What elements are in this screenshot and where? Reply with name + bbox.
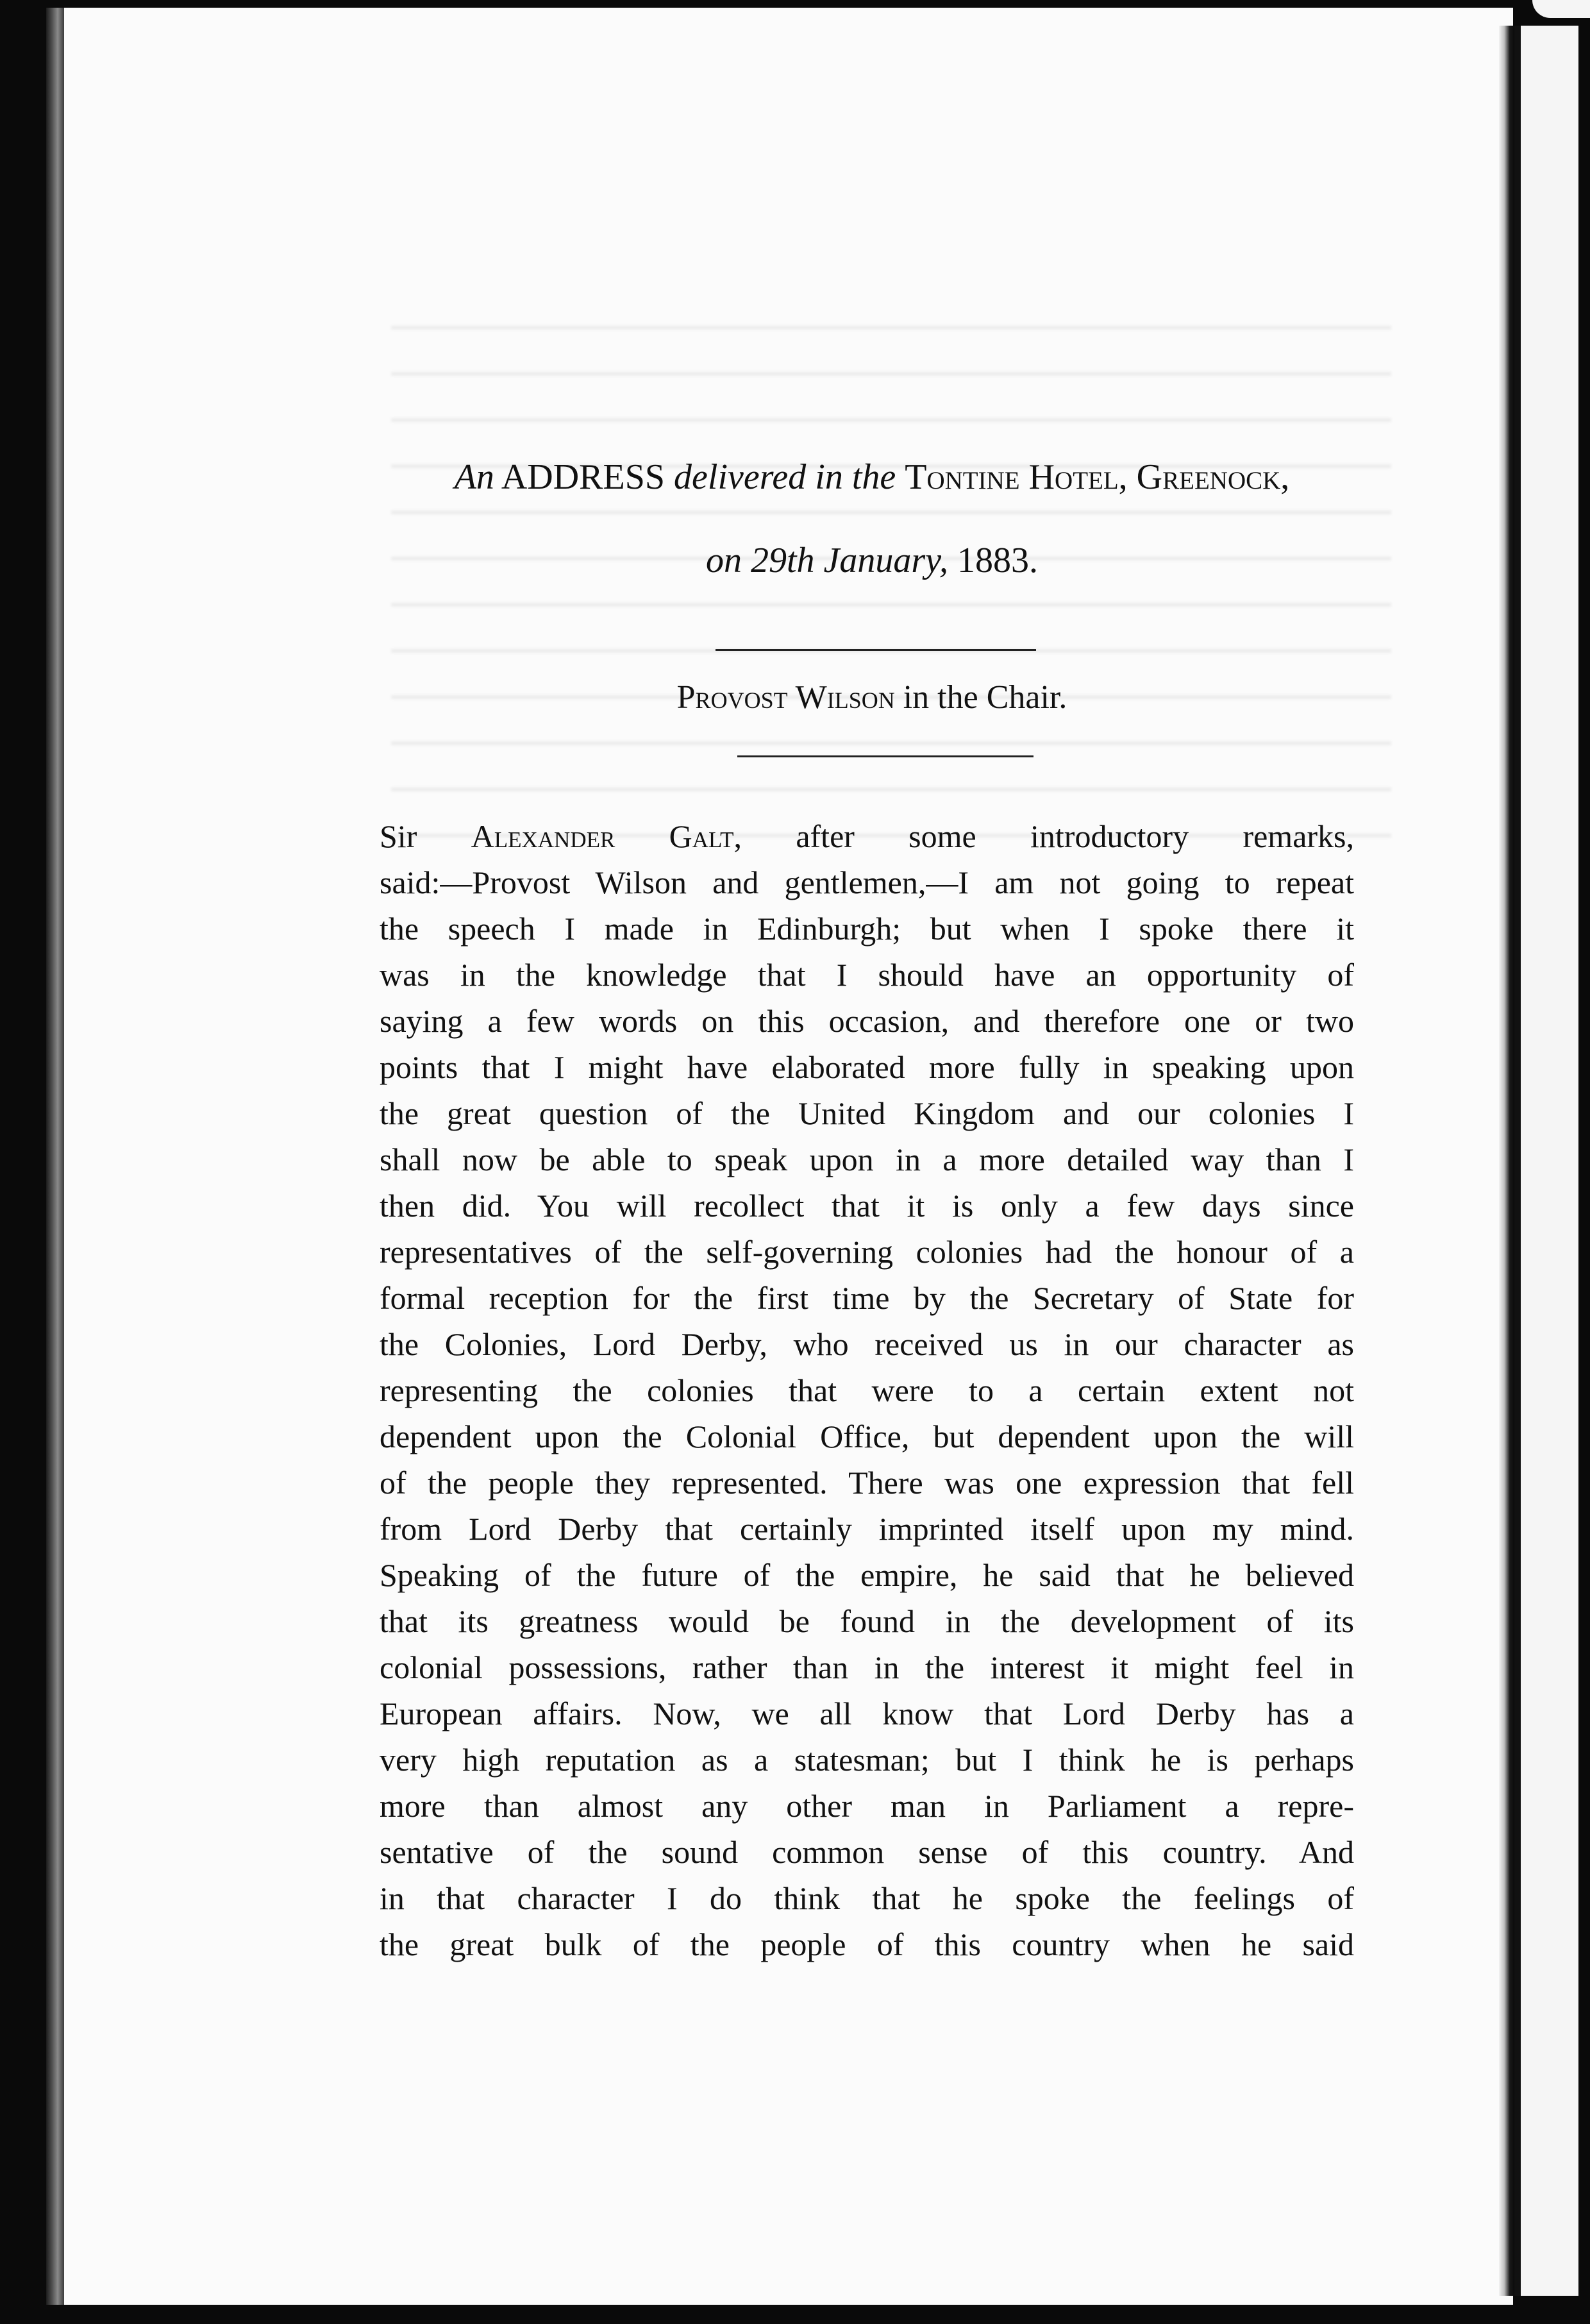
body-first-word: Sir: [380, 818, 417, 854]
chair-name: Provost Wilson: [676, 679, 895, 716]
speaker-name: Alexander Galt,: [471, 818, 742, 854]
heading-rule: [716, 649, 1036, 651]
heading-line-2: [378, 540, 1366, 581]
page-gutter: [1499, 26, 1514, 2296]
body-line: the great question of the United Kingdom and our colonies I: [380, 1095, 1354, 1131]
body-line: in that character I do think that he spoke the feelings of: [380, 1880, 1354, 1916]
body-line: points that I might have elaborated more fully in speaking upon: [380, 1049, 1354, 1085]
heading-year: 1883.: [957, 541, 1038, 580]
body-line: sentative of the sound common sense of this country. And: [380, 1834, 1354, 1870]
body-line: colonial possessions, rather than in the interest it might feel in: [380, 1649, 1354, 1685]
heading-on: on: [706, 541, 742, 580]
body-line: saying a few words on this occasion, and therefore one or two: [380, 1003, 1354, 1039]
body-line: the Colonies, Lord Derby, who received us in our character as: [380, 1326, 1354, 1362]
body-line: formal reception for the first time by the Secretary of State for: [380, 1280, 1354, 1316]
next-page-edge: [1521, 26, 1578, 2296]
body-line-first: [380, 813, 1354, 859]
body-line: Speaking of the future of the empire, he said that he believed: [380, 1557, 1354, 1593]
heading-line-1: [378, 457, 1366, 498]
heading-delivered: delivered in the: [674, 457, 896, 497]
heading-an: An: [454, 457, 494, 497]
chair-rest: in the Chair.: [903, 679, 1067, 716]
body-line: very high reputation as a statesman; but I think he is perhaps: [380, 1742, 1354, 1778]
body-line: representing the colonies that were to a certain extent not: [380, 1372, 1354, 1408]
body-line: of the people they represented. There was one expression that fell: [380, 1465, 1354, 1501]
heading-place: Tontine Hotel, Greenock,: [905, 457, 1290, 497]
body-line: that its greatness would be found in the development of its: [380, 1603, 1354, 1639]
body-line: the speech I made in Edinburgh; but when I spoke there it: [380, 911, 1354, 947]
bleed-through-texture: [391, 301, 1391, 879]
body-line: was in the knowledge that I should have an opportunity of: [380, 957, 1354, 993]
body-line: said:—Provost Wilson and gentlemen,—I am not going to repeat: [380, 864, 1354, 900]
body-line: representatives of the self-governing colonies had the honour of a: [380, 1234, 1354, 1270]
body-line: the great bulk of the people of this country when he said: [380, 1926, 1354, 1962]
heading-address: ADDRESS: [501, 457, 665, 497]
body-line: shall now be able to speak upon in a more detailed way than I: [380, 1141, 1354, 1177]
chair-rule: [737, 755, 1034, 757]
body-line: then did. You will recollect that it is only a few days since: [380, 1188, 1354, 1224]
body-line: European affairs. Now, we all know that Lord Derby has a: [380, 1696, 1354, 1731]
body-line: dependent upon the Colonial Office, but dependent upon the will: [380, 1419, 1354, 1454]
heading-date: 29th January,: [751, 541, 948, 580]
corner-mark: [1532, 0, 1590, 18]
body-line-0: after some introductory remarks,: [796, 818, 1354, 854]
body-line: more than almost any other man in Parliament a repre-: [380, 1788, 1354, 1824]
chair-line: [378, 678, 1366, 716]
body-line: from Lord Derby that certainly imprinted itself upon my mind.: [380, 1511, 1354, 1547]
